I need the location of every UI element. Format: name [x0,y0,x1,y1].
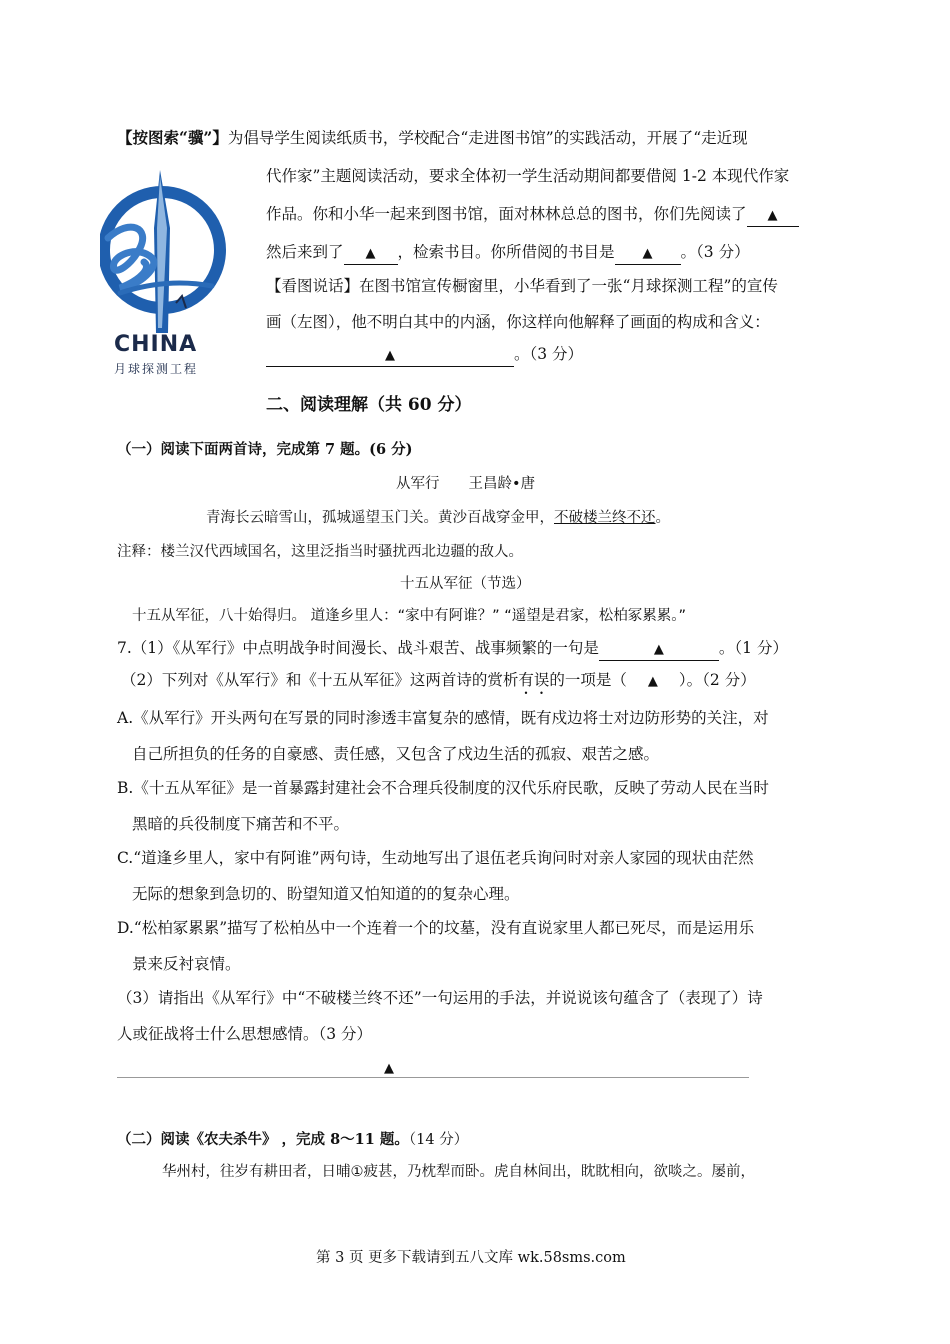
poem1-underlined-line: 不破楼兰终不还 [554,510,656,526]
q7-part1: 7.（1）《从军行》中点明战争时间漫长、战斗艰苦、战事频繁的一句是 ▲ 。（1 分） [117,638,788,661]
q7-option-c-line2: 无际的想象到急切的、盼望知道又怕知道的的复杂心理。 [132,885,520,903]
picture-line-2: 画（左图），他不明白其中的内涵，你这样向他解释了画面的构成和含义： [266,313,770,331]
q7-option-a-line1: A.《从军行》开头两句在写景的同时渗透丰富复杂的感情，既有戍边将士对边防形势的关注，对 [117,709,769,727]
poem1-title: 从军行 王昌龄•唐 [396,476,536,492]
page-footer: 第 3 页 更多下载请到五八文库 wk.58sms.com [316,1250,626,1266]
answer-blank-q7-1: ▲ [599,640,719,661]
picture-line-3: ▲ 。（3 分） [266,344,583,367]
sub2-title: （二）阅读《农夫杀牛》 ，完成 8～11 题。（14 分） [117,1131,469,1148]
q7-option-b-line1: B.《十五从军征》是一首暴露封建社会不合理兵役制度的汉代乐府民歌，反映了劳动人民在当时 [117,779,769,797]
lunar-exploration-logo [100,168,230,378]
search-line-1: 【按图索“骥”】为倡导学生阅读纸质书，学校配合“走进图书馆”的实践活动，开展了“走近现 [117,128,748,147]
answer-line-q7-3 [117,1077,749,1078]
poem1-text: 青海长云暗雪山，孤城遥望玉门关。黄沙百战穿金甲，不破楼兰终不还。 [206,510,670,526]
q7-part3-line2: 人或征战将士什么思想感情。（3 分） [117,1025,373,1043]
logo-subtitle-text: 月球探测工程 [114,362,199,376]
q7-part3-line1: （3）请指出《从军行》中“不破楼兰终不还”一句运用的手法，并说说该句蕴含了（表现了）诗 [117,989,763,1007]
search-line-3: 作品。你和小华一起来到图书馆，面对林林总总的图书，你们先阅读了 ▲ [266,204,799,227]
search-heading: 【按图索“骥”】 [117,128,228,147]
q7-part2: （2）下列对《从军行》和《十五从军征》这两首诗的赏析有误的一项是（ ▲ ）。（2 分） [121,670,756,698]
picture-heading: 【看图说话】 [266,277,360,295]
q7-option-b-line2: 黑暗的兵役制度下痛苦和不平。 [132,815,350,833]
q7-emphasis-text: 有误 [518,671,550,689]
part2-title: 二、阅读理解（共 60 分） [266,395,472,415]
answer-mark-q7-3: ▲ [384,1061,394,1076]
poem2-title: 十五从军征（节选） [400,576,531,592]
sub2-text-line1: 华州村，往岁有耕田者，日晡①疲甚，乃枕犁而卧。虎自林间出，眈眈相向，欲啖之。屡前， [162,1164,755,1180]
search-line-2: 代作家”主题阅读活动，要求全体初一学生活动期间都要借阅 1-2 本现代作家 [266,167,790,185]
q7-option-d-line1: D.“松柏冢累累”描写了松柏丛中一个连着一个的坟墓，没有直说家里人都已死尽，而是运用乐 [117,919,755,937]
logo-china-text: CHINA [114,332,198,357]
answer-blank-q7-2: ▲ [647,674,658,689]
q7-option-d-line2: 景来反衬哀情。 [132,955,241,973]
answer-blank-3: ▲ [615,244,681,265]
q7-option-a-line2: 自己所担负的任务的自豪感、责任感，又包含了戍边生活的孤寂、艰苦之感。 [132,745,660,763]
answer-blank-4: ▲ [266,346,514,367]
poem2-text: 十五从军征，八十始得归。 道逢乡里人：“家中有阿谁？” “遥望是君家，松柏冢累累。” [132,608,687,624]
sub1-title: （一）阅读下面两首诗，完成第 7 题。(6 分) [117,441,413,458]
poem1-note: 注释：楼兰汉代西域国名，这里泛指当时骚扰西北边疆的敌人。 [117,544,523,560]
search-line-4: 然后来到了 ▲ ，检索书目。你所借阅的书目是 ▲ 。（3 分） [266,242,750,265]
picture-line-1: 【看图说话】在图书馆宣传橱窗里，小华看到了一张“月球探测工程”的宣传 [266,277,778,295]
answer-blank-2: ▲ [344,244,398,265]
q7-option-c-line1: C.“道逢乡里人，家中有阿谁”两句诗，生动地写出了退伍老兵询问时对亲人家园的现状由茫然 [117,849,754,867]
answer-blank-1: ▲ [747,206,799,227]
